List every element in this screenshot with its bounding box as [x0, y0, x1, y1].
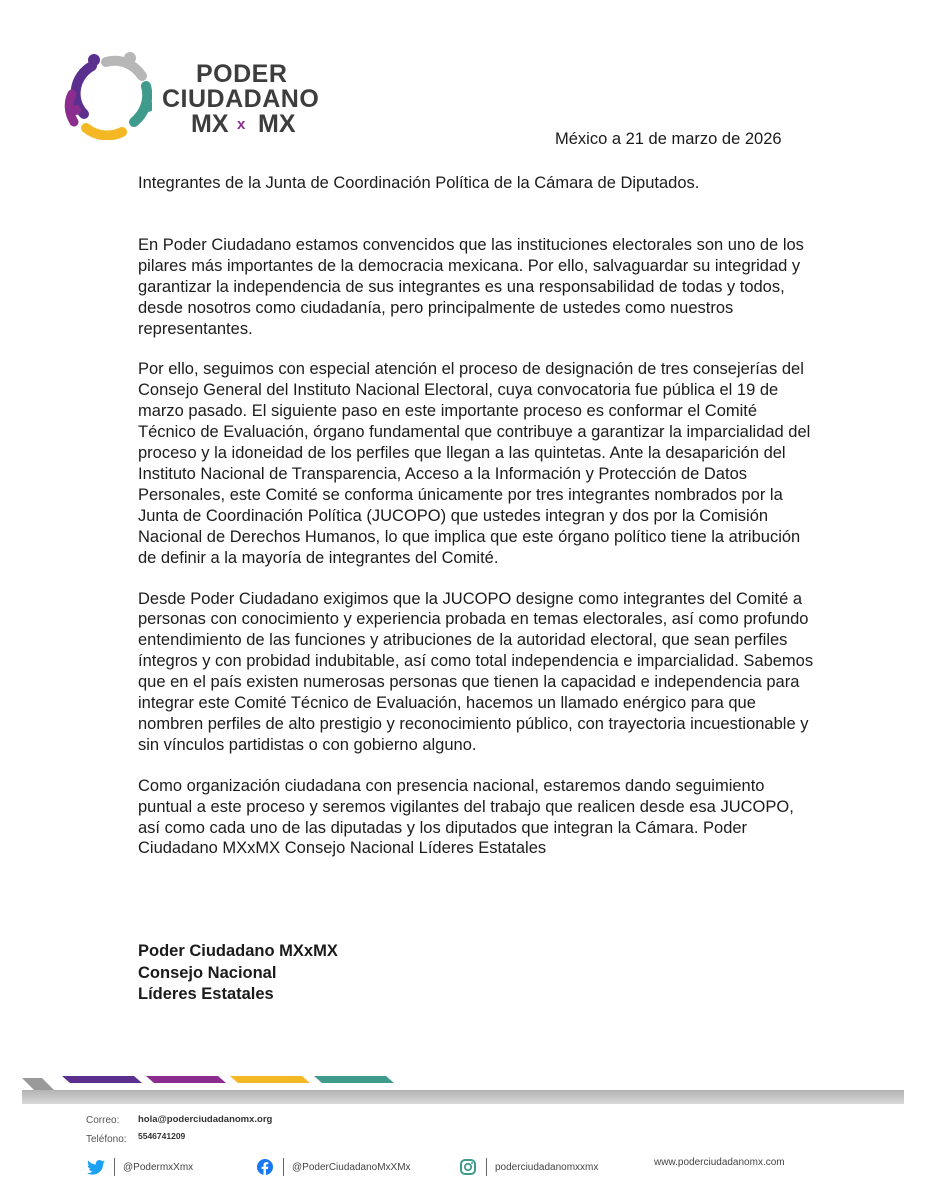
signature-line: Consejo Nacional — [138, 963, 277, 982]
facebook-handle: @PoderCiudadanoMxXMx — [292, 1161, 411, 1173]
people-circle-logo-icon — [64, 52, 152, 140]
facebook-contact[interactable] — [255, 1157, 411, 1177]
website-link[interactable] — [654, 1157, 785, 1168]
logo-word-poder: PODER — [196, 60, 288, 88]
email-label: Correo: — [86, 1115, 120, 1126]
logo-mx-left: MX — [191, 110, 229, 138]
signature-block — [138, 941, 338, 1006]
facebook-icon — [255, 1157, 275, 1177]
footer-band — [22, 1090, 904, 1104]
twitter-icon — [86, 1157, 106, 1177]
paragraph: Por ello, seguimos con especial atención el proceso de designación de tres consejerías del Consejo General del Instituto Nacional Electoral, cuya convocatoria fue pública el 19 de marzo pasado. El siguiente paso en este importante proceso es conformar el Comité Técnico de Evaluación, órgano fundamental que contribuye a garantizar la imparcialidad del proceso y la idoneidad de los perfiles que llegan a las quintetas. Ante la desaparición del Instituto Nacional de Transparencia, Acceso a la Información y Protección de Datos Personales, este Comité se conforma únicamente por tres integrantes nombrados por la Junta de Coordinación Política (JUCOPO) que ustedes integran y dos por la Comisión Nacional de Derechos Humanos, lo que implica que este órgano político tiene la atribución de definir a la mayoría de integrantes del Comité. — [138, 360, 811, 567]
instagram-handle: poderciudadanomxxmx — [495, 1161, 599, 1173]
letter-body — [138, 173, 818, 859]
phone-value: 5546741209 — [138, 1131, 186, 1141]
website-url: www.poderciudadanomx.com — [654, 1157, 785, 1168]
phone-label: Teléfono: — [86, 1134, 127, 1145]
twitter-handle: @PodermxXmx — [123, 1161, 194, 1173]
twitter-contact[interactable] — [86, 1157, 193, 1177]
divider — [114, 1158, 115, 1176]
logo-x: x — [237, 116, 246, 133]
instagram-icon — [458, 1157, 478, 1177]
letter-addressee: Integrantes de la Junta de Coordinación Política de la Cámara de Diputados. — [138, 174, 700, 192]
logo-word-ciudadano: CIUDADANO — [162, 85, 320, 113]
instagram-contact[interactable] — [458, 1157, 598, 1177]
paragraph: Como organización ciudadana con presencia nacional, estaremos dando seguimiento puntual a este proceso y seremos vigilantes del trabajo que realicen desde esa JUCOPO, así como cada uno de las diputadas y los diputados que integran la Cámara. Poder Ciudadano MXxMX Consejo Nacional Líderes Estatales — [138, 776, 794, 858]
divider — [283, 1158, 284, 1176]
email-value[interactable]: hola@poderciudadanomx.org — [138, 1114, 273, 1125]
paragraph: En Poder Ciudadano estamos convencidos que las instituciones electorales son uno de los pilares más importantes de la democracia mexicana. Por ello, salvaguardar su integridad y garantizar la independencia de sus integrantes es una responsabilidad de todas y todos, desde nosotros como ciudadanía, pero principalmente de ustedes como nuestros representantes. — [138, 235, 804, 338]
signature-line: Líderes Estatales — [138, 985, 274, 1003]
logo-mx-right: MX — [258, 110, 296, 138]
logo — [64, 52, 334, 140]
paragraph: Desde Poder Ciudadano exigimos que la JUCOPO designe como integrantes del Comité a personas con conocimiento y experiencia probada en temas electorales, así como profundo entendimiento de las funciones y atribuciones de la autoridad electoral, que sean perfiles íntegros y con probidad indubitable, así como total independencia e imparcialidad. Sabemos que en el país existen numerosas personas que tienen la capacidad e independencia para integrar este Comité Técnico de Evaluación, hacemos un llamado enérgico para que nombren perfiles de alto prestigio y reconocimiento público, con trayectoria incuestionable y sin vínculos partidistas o con gobierno alguno. — [138, 589, 814, 754]
letter-date: México a 21 de marzo de 2026 — [555, 130, 782, 148]
divider — [486, 1158, 487, 1176]
signature-line: Poder Ciudadano MXxMX — [138, 942, 338, 960]
